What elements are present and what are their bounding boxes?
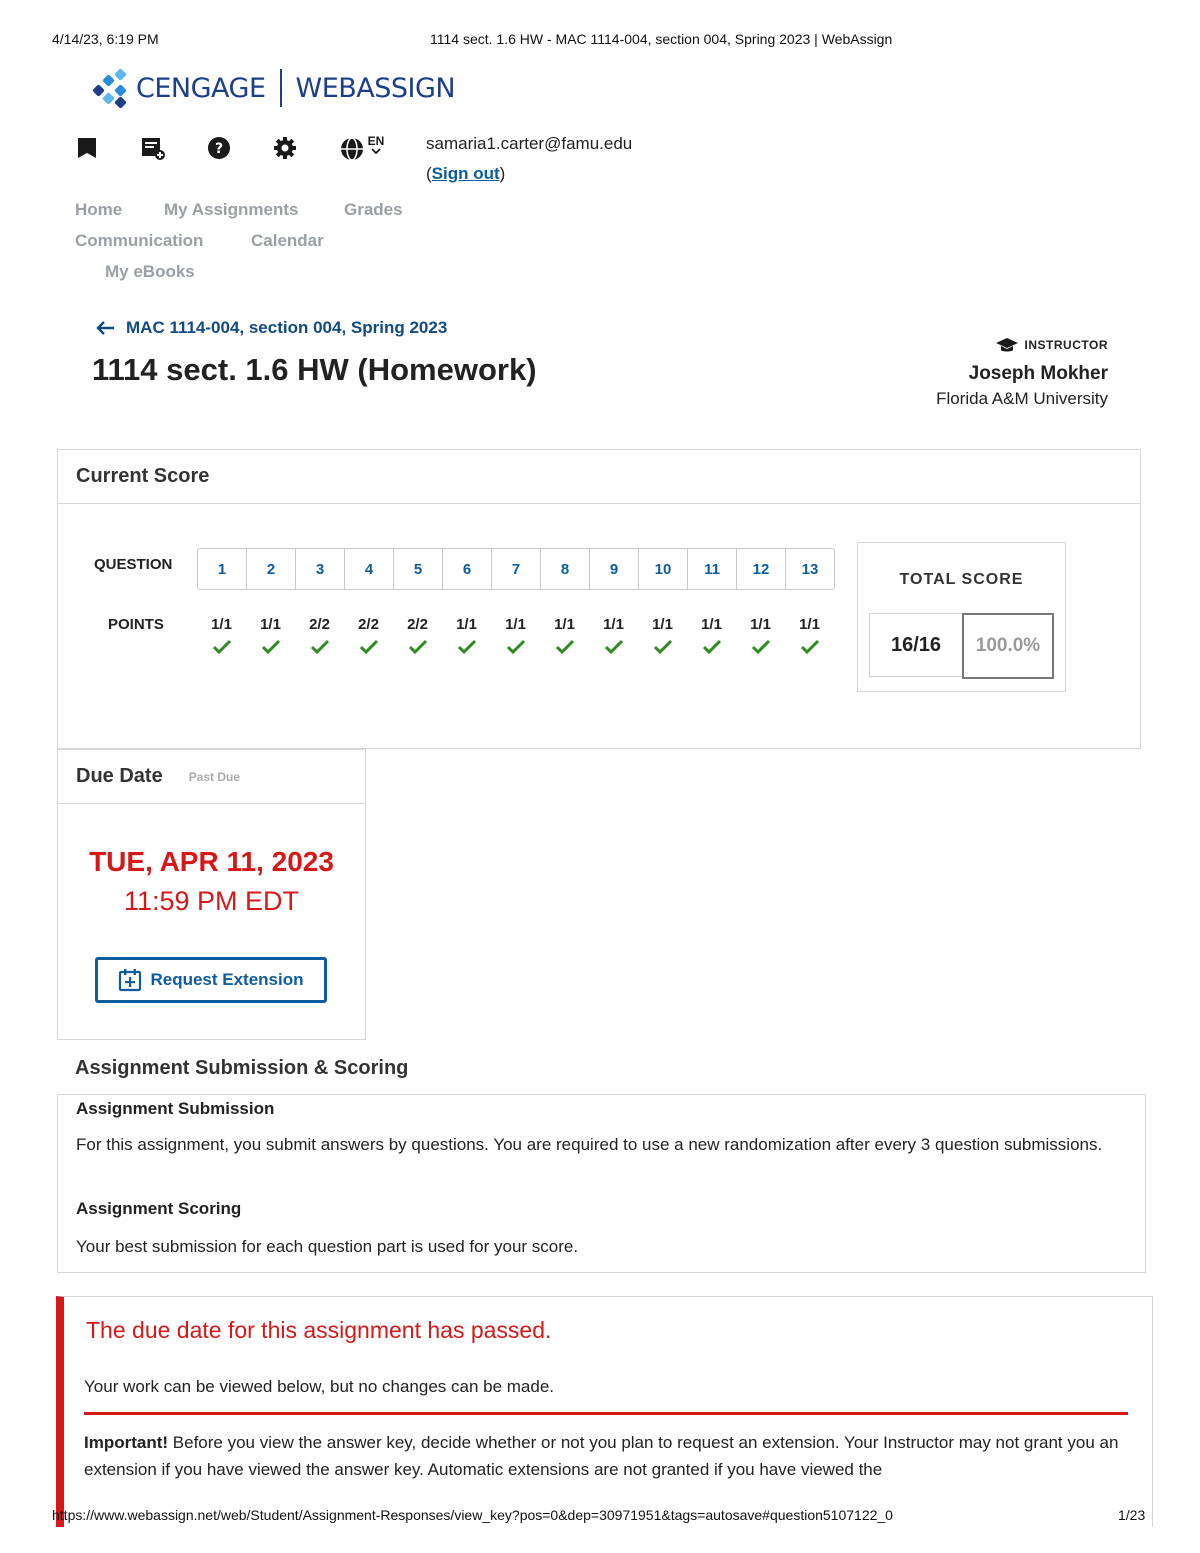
brand-cengage: CENGAGE — [136, 72, 266, 104]
total-score-label: TOTAL SCORE — [899, 571, 1024, 588]
checkmark-icon — [246, 638, 295, 662]
instructor-label: INSTRUCTOR — [1024, 338, 1108, 352]
checkmark-icon — [687, 638, 736, 662]
question-link-3[interactable]: 3 — [296, 549, 345, 589]
current-score-heading: Current Score — [76, 465, 210, 487]
points-item — [785, 616, 834, 662]
checkmark-icon — [589, 638, 638, 662]
brand-divider — [280, 69, 282, 107]
checkmark-icon — [736, 638, 785, 662]
question-row-label: QUESTION — [94, 556, 173, 573]
past-due-badge: Past Due — [188, 769, 241, 784]
calendar-plus-icon — [118, 968, 142, 992]
cengage-webassign-logo[interactable] — [92, 66, 455, 110]
points-item — [540, 616, 589, 662]
important-label: Important! — [84, 1433, 169, 1452]
arrow-left-icon — [96, 320, 116, 336]
scoring-text: Your best submission for each question part is used for your score. — [76, 1237, 579, 1256]
points-value: 2/2 — [309, 616, 330, 633]
nav-calendar[interactable]: Calendar — [251, 231, 324, 250]
alert-important — [84, 1429, 1124, 1483]
points-item — [638, 616, 687, 662]
checkmark-icon — [540, 638, 589, 662]
current-score-panel — [57, 449, 1141, 749]
points-item — [344, 616, 393, 662]
points-value: 1/1 — [505, 616, 526, 633]
points-item — [736, 616, 785, 662]
due-date-heading: Due Date — [76, 765, 163, 787]
due-date-value: TUE, APR 11, 2023 — [89, 846, 334, 877]
nav-my-assignments[interactable]: My Assignments — [164, 200, 299, 219]
total-score-percent: 100.0% — [962, 613, 1054, 679]
points-value: 1/1 — [211, 616, 232, 633]
footer-url: https://www.webassign.net/web/Student/Assignment-Responses/view_key?pos=0&dep=30971951&tags=autosave#question5107122_0 — [52, 1507, 893, 1523]
toolbar — [74, 135, 426, 161]
question-link-7[interactable]: 7 — [492, 549, 541, 589]
print-page-title: 1114 sect. 1.6 HW - MAC 1114-004, section 004, Spring 2023 | WebAssign — [430, 31, 893, 47]
submission-text: For this assignment, you submit answers by questions. You are required to use a new randomization after every 3 question submissions. — [76, 1135, 1103, 1154]
points-value: 1/1 — [260, 616, 281, 633]
graduation-cap-icon — [995, 337, 1019, 353]
question-link-5[interactable]: 5 — [394, 549, 443, 589]
instructor-info — [936, 337, 1108, 409]
user-info: samaria1.carter@famu.edu (Sign out) — [426, 129, 632, 189]
user-email: samaria1.carter@famu.edu — [426, 134, 633, 153]
points-item — [295, 616, 344, 662]
question-link-11[interactable]: 11 — [688, 549, 737, 589]
language-code: EN — [367, 134, 385, 148]
question-link-2[interactable]: 2 — [247, 549, 296, 589]
brand-webassign: WEBASSIGN — [295, 72, 456, 104]
points-value: 1/1 — [750, 616, 771, 633]
breadcrumb-course: MAC 1114-004, section 004, Spring 2023 — [126, 318, 448, 337]
submission-subtitle: Assignment Submission — [76, 1099, 275, 1118]
due-time-value: 11:59 PM EDT — [123, 886, 300, 916]
points-value: 2/2 — [407, 616, 428, 633]
language-selector[interactable] — [338, 135, 386, 161]
important-text: Before you view the answer key, decide whether or not you plan to request an extension. Your Instructor may not grant you an extension if you have viewed the answer key. Automatic extensions are not granted if you have viewed the — [84, 1433, 1119, 1479]
question-link-9[interactable]: 9 — [590, 549, 639, 589]
checkmark-icon — [393, 638, 442, 662]
instructor-name: Joseph Mokher — [968, 363, 1108, 384]
points-value: 1/1 — [456, 616, 477, 633]
instructor-school: Florida A&M University — [936, 389, 1108, 408]
checkmark-icon — [785, 638, 834, 662]
points-item — [491, 616, 540, 662]
print-datetime: 4/14/23, 6:19 PM — [52, 31, 159, 47]
scoring-subtitle: Assignment Scoring — [76, 1199, 242, 1218]
points-list — [197, 616, 834, 662]
checkmark-icon — [295, 638, 344, 662]
breadcrumb[interactable] — [96, 318, 447, 338]
question-link-6[interactable]: 6 — [443, 549, 492, 589]
points-item — [589, 616, 638, 662]
points-value: 1/1 — [603, 616, 624, 633]
due-date-passed-alert — [56, 1296, 1153, 1527]
checkmark-icon — [442, 638, 491, 662]
settings-icon[interactable] — [272, 135, 298, 161]
total-score-value: 16/16 — [869, 613, 963, 677]
assignments-icon[interactable] — [140, 135, 166, 161]
help-icon[interactable] — [206, 135, 232, 161]
request-extension-label: Request Extension — [150, 970, 304, 989]
submission-panel — [57, 1040, 1144, 1272]
due-date-panel — [57, 749, 366, 1040]
points-item — [197, 616, 246, 662]
globe-icon — [340, 135, 366, 161]
sign-out-link[interactable]: Sign out — [431, 164, 500, 183]
svg-text:?: ? — [214, 141, 224, 157]
nav-grades[interactable]: Grades — [344, 200, 403, 219]
checkmark-icon — [197, 638, 246, 662]
points-item — [687, 616, 736, 662]
points-value: 2/2 — [358, 616, 379, 633]
question-link-12[interactable]: 12 — [737, 549, 786, 589]
checkmark-icon — [491, 638, 540, 662]
question-link-13[interactable]: 13 — [801, 560, 819, 578]
points-value: 1/1 — [701, 616, 722, 633]
question-link-10[interactable]: 10 — [639, 549, 688, 589]
points-row-label: POINTS — [108, 616, 164, 633]
alert-line: Your work can be viewed below, but no changes can be made. — [84, 1377, 555, 1396]
checkmark-icon — [638, 638, 687, 662]
points-value: 1/1 — [554, 616, 575, 633]
chevron-down-icon — [371, 148, 381, 154]
alert-divider — [84, 1412, 1128, 1415]
total-score-box — [857, 542, 1066, 692]
alert-title: The due date for this assignment has passed. — [86, 1317, 552, 1343]
points-item — [393, 616, 442, 662]
checkmark-icon — [344, 638, 393, 662]
points-value: 1/1 — [799, 616, 820, 633]
cengage-logo-mark-icon — [92, 68, 136, 108]
nav-communication[interactable]: Communication — [75, 231, 204, 250]
question-link-1[interactable]: 1 — [198, 549, 247, 589]
nav-home[interactable]: Home — [75, 200, 123, 219]
submission-heading: Assignment Submission & Scoring — [75, 1057, 409, 1079]
points-item — [246, 616, 295, 662]
request-extension-button[interactable] — [95, 957, 327, 1003]
flag-icon[interactable] — [74, 135, 100, 161]
nav-my-ebooks[interactable]: My eBooks — [105, 262, 195, 281]
question-link-8[interactable]: 8 — [541, 549, 590, 589]
question-links — [197, 548, 835, 590]
points-item — [442, 616, 491, 662]
footer-page-number: 1/23 — [1118, 1507, 1146, 1523]
points-value: 1/1 — [652, 616, 673, 633]
page-title: 1114 sect. 1.6 HW (Homework) — [92, 352, 537, 387]
question-link-4[interactable]: 4 — [345, 549, 394, 589]
